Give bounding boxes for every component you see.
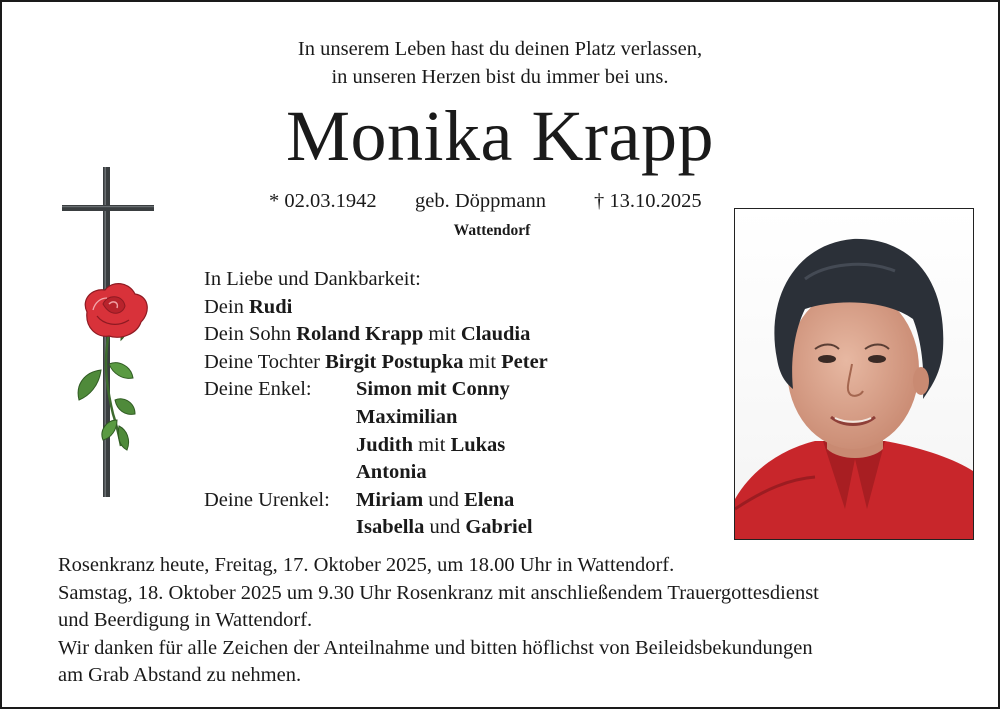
grandchildren-row-2 — [204, 404, 548, 432]
footer-line-4: Wir danken für alle Zeichen der Anteilnahme und bitten höflichst von Beileidsbekundungen — [58, 636, 813, 659]
deceased-name: Monika Krapp — [286, 96, 714, 176]
grandchild-name: Judith — [356, 433, 413, 456]
birth-date: * 02.03.1942 — [269, 190, 377, 212]
mourner-name: Roland Krapp — [296, 323, 424, 346]
grandchildren-row-4 — [204, 459, 548, 487]
great-grandchild-name: Gabriel — [465, 516, 533, 539]
partner-name: Peter — [501, 350, 548, 373]
conjunction: mit — [428, 323, 456, 346]
footer-line-2: Samstag, 18. Oktober 2025 um 9.30 Uhr Rosenkranz mit anschließendem Trauergottesdienst — [58, 581, 819, 604]
ceremony-notice — [58, 552, 978, 690]
partner-name: Lukas — [450, 433, 506, 456]
great-grandchildren-row-2 — [204, 514, 548, 542]
conjunction: und — [428, 488, 460, 511]
grandchildren-row-1 — [204, 376, 548, 404]
grandchildren-label: Deine Enkel: — [204, 378, 312, 401]
mourners-intro: In Liebe und Dankbarkeit: — [204, 268, 421, 290]
mourner-husband — [204, 294, 548, 322]
footer-line-3: und Beerdigung in Wattendorf. — [58, 609, 313, 632]
conjunction: mit — [418, 433, 446, 456]
footer-line-5: am Grab Abstand zu nehmen. — [58, 664, 302, 687]
portrait-photo — [734, 208, 974, 540]
mourner-daughter — [204, 349, 548, 377]
grandchild-name: Maximilian — [356, 405, 458, 428]
grandchild-name: Antonia — [356, 461, 427, 484]
partner-name: Claudia — [460, 323, 531, 346]
motto-line-2: in unseren Herzen bist du immer bei uns. — [331, 66, 669, 88]
grandchildren-row-3 — [204, 432, 548, 460]
mourners-list — [204, 266, 548, 542]
mourner-name: Birgit Postupka — [325, 350, 464, 373]
maiden-name: geb. Döppmann — [415, 190, 546, 212]
death-date: † 13.10.2025 — [594, 190, 702, 212]
place-of-residence: Wattendorf — [453, 222, 531, 239]
great-grandchild-name: Isabella — [356, 516, 425, 539]
great-grandchildren-label: Deine Urenkel: — [204, 488, 330, 511]
footer-line-1: Rosenkranz heute, Freitag, 17. Oktober 2025, um 18.00 Uhr in Wattendorf. — [58, 554, 675, 576]
great-grandchildren-row-1 — [204, 487, 548, 515]
relation-label: Deine Tochter — [204, 350, 321, 373]
motto — [2, 35, 998, 91]
conjunction: und — [429, 516, 461, 539]
mourner-son — [204, 321, 548, 349]
grandchild-name: Simon mit Conny — [356, 378, 510, 401]
great-grandchild-name: Miriam — [356, 488, 424, 511]
cross-with-rose-icon — [57, 164, 157, 500]
mourner-name: Rudi — [248, 295, 293, 318]
motto-line-1: In unserem Leben hast du deinen Platz verlassen, — [297, 38, 703, 60]
relation-label: Dein — [204, 295, 244, 318]
great-grandchild-name: Elena — [464, 488, 515, 511]
relation-label: Dein Sohn — [204, 323, 292, 346]
conjunction: mit — [468, 350, 497, 373]
